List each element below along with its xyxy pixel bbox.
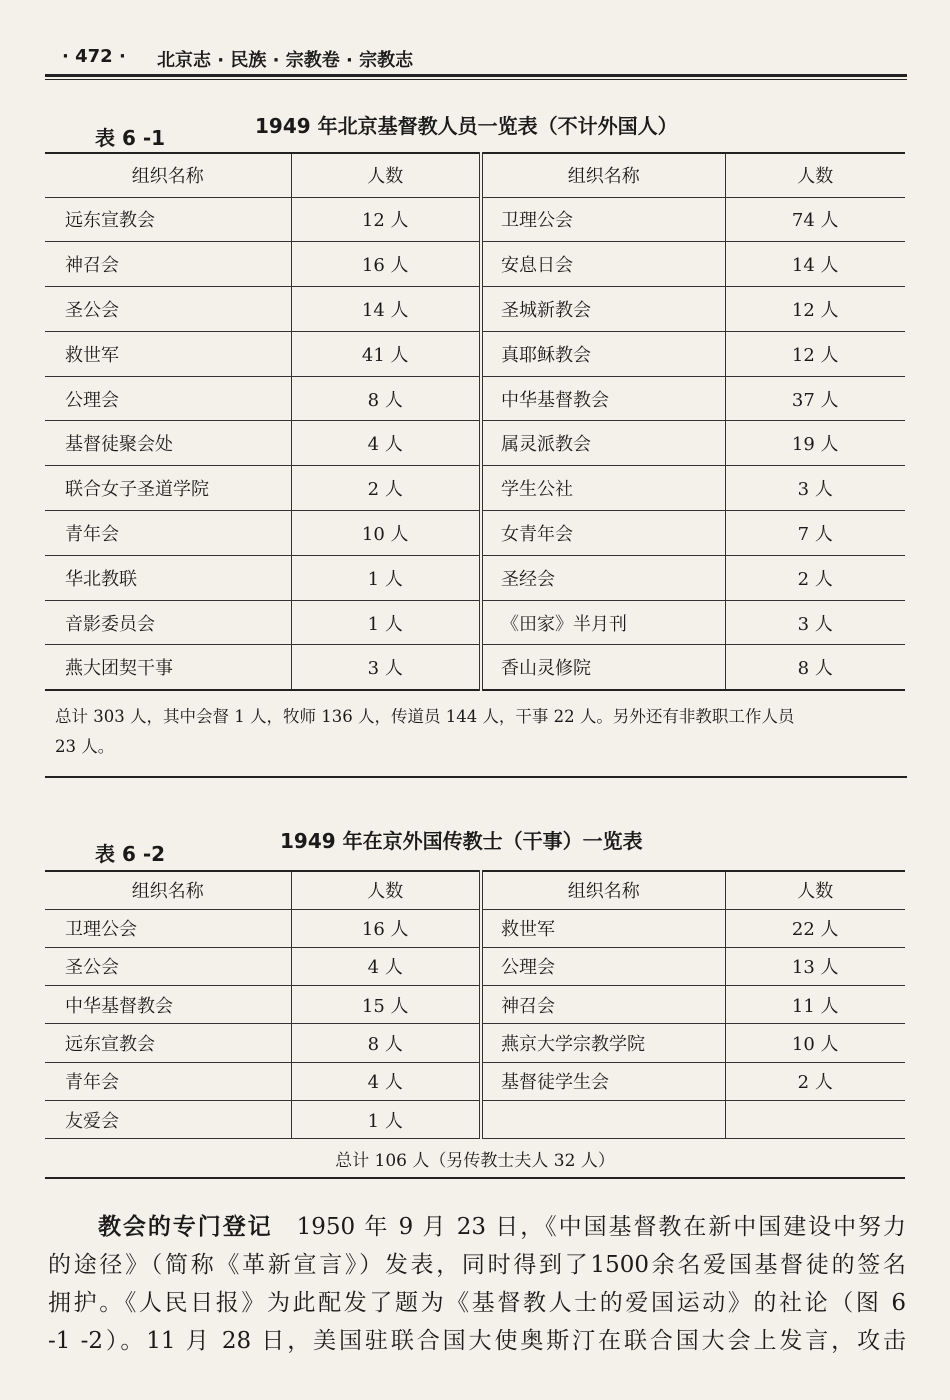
table1-header-cell: 组织名称	[45, 153, 291, 197]
count-cell: 4 人	[291, 947, 481, 985]
count-cell: 1 人	[291, 555, 481, 600]
table2-label: 表 6 -2	[95, 842, 166, 866]
table1-note	[55, 702, 900, 762]
table1-row	[45, 466, 905, 511]
table1-header-cell: 组织名称	[481, 153, 725, 197]
count-cell: 14 人	[725, 242, 905, 287]
count-cell: 22 人	[725, 909, 905, 947]
table1-header-cell: 人数	[291, 153, 481, 197]
paragraph-line: -1 -2）。11 月 28 日，美国驻联合国大使奥斯汀在联合国大会上发言，攻击	[48, 1328, 906, 1354]
table2-row	[45, 1062, 905, 1100]
paragraph-line	[48, 1208, 906, 1246]
org-name-cell: 中华基督教会	[45, 986, 291, 1024]
table2	[45, 870, 905, 1179]
count-cell: 7 人	[725, 511, 905, 556]
table1-row	[45, 287, 905, 332]
count-cell: 8 人	[725, 645, 905, 690]
count-cell: 12 人	[291, 197, 481, 242]
count-cell: 4 人	[291, 1062, 481, 1100]
count-cell: 41 人	[291, 331, 481, 376]
count-cell: 8 人	[291, 1024, 481, 1062]
table1-row	[45, 376, 905, 421]
table1-note-line: 23 人。	[55, 737, 115, 756]
org-name-cell: 基督徒聚会处	[45, 421, 291, 466]
table1-header-cell: 人数	[725, 153, 905, 197]
table1-row	[45, 331, 905, 376]
org-name-cell: 青年会	[45, 511, 291, 556]
org-name-cell: 青年会	[45, 1062, 291, 1100]
table2-row	[45, 1024, 905, 1062]
count-cell: 2 人	[725, 555, 905, 600]
org-name-cell: 远东宣教会	[45, 1024, 291, 1062]
page-number: · 472 ·	[62, 46, 126, 67]
org-name-cell: 圣经会	[481, 555, 725, 600]
count-cell: 13 人	[725, 947, 905, 985]
table1-row	[45, 197, 905, 242]
table1	[45, 152, 905, 691]
org-name-cell: 香山灵修院	[481, 645, 725, 690]
table2-row	[45, 1100, 905, 1138]
header-rule-thin	[45, 79, 907, 80]
org-name-cell: 卫理公会	[45, 909, 291, 947]
count-cell: 16 人	[291, 909, 481, 947]
count-cell: 74 人	[725, 197, 905, 242]
table1-row	[45, 421, 905, 466]
table2-title: 1949 年在京外国传教士（干事）一览表	[280, 829, 643, 853]
table1-header-row	[45, 153, 905, 197]
count-cell: 12 人	[725, 287, 905, 332]
count-cell: 12 人	[725, 331, 905, 376]
count-cell: 4 人	[291, 421, 481, 466]
org-name-cell: 圣公会	[45, 947, 291, 985]
page-header	[62, 42, 907, 72]
org-name-cell: 学生公社	[481, 466, 725, 511]
count-cell: 37 人	[725, 376, 905, 421]
org-name-cell: 远东宣教会	[45, 197, 291, 242]
org-name-cell	[481, 1100, 725, 1138]
table2-header-cell: 组织名称	[481, 871, 725, 909]
count-cell: 15 人	[291, 986, 481, 1024]
count-cell: 2 人	[291, 466, 481, 511]
table1-note-line: 总计 303 人，其中会督 1 人，牧师 136 人，传道员 144 人，干事 22 人。另外还有非教职工作人员	[55, 707, 795, 726]
table2-header-row	[45, 871, 905, 909]
table1-row	[45, 645, 905, 690]
org-name-cell: 救世军	[481, 909, 725, 947]
table2-row	[45, 986, 905, 1024]
table1-row	[45, 555, 905, 600]
org-name-cell: 女青年会	[481, 511, 725, 556]
org-name-cell: 音影委员会	[45, 600, 291, 645]
table2-total: 总计 106 人（另传教士夫人 32 人）	[45, 1139, 905, 1179]
count-cell	[725, 1100, 905, 1138]
table1-body	[45, 197, 905, 690]
count-cell: 2 人	[725, 1062, 905, 1100]
org-name-cell: 联合女子圣道学院	[45, 466, 291, 511]
org-name-cell: 卫理公会	[481, 197, 725, 242]
org-name-cell: 属灵派教会	[481, 421, 725, 466]
body-paragraph	[48, 1208, 906, 1360]
org-name-cell: 安息日会	[481, 242, 725, 287]
table2-header-cell: 人数	[725, 871, 905, 909]
count-cell: 8 人	[291, 376, 481, 421]
org-name-cell: 圣城新教会	[481, 287, 725, 332]
count-cell: 19 人	[725, 421, 905, 466]
table2-header-cell: 人数	[291, 871, 481, 909]
paragraph-heading: 教会的专门登记	[96, 1214, 273, 1240]
org-name-cell: 基督徒学生会	[481, 1062, 725, 1100]
table1-row	[45, 511, 905, 556]
org-name-cell: 中华基督教会	[481, 376, 725, 421]
paragraph-line-text: 1950 年 9 月 23 日，《中国基督教在新中国建设中努力	[296, 1214, 907, 1240]
count-cell: 14 人	[291, 287, 481, 332]
org-name-cell: 华北教联	[45, 555, 291, 600]
org-name-cell: 燕京大学宗教学院	[481, 1024, 725, 1062]
org-name-cell: 圣公会	[45, 287, 291, 332]
paragraph-line: 拥护。《人民日报》为此配发了题为《基督教人士的爱国运动》的社论（图 6	[48, 1290, 906, 1316]
count-cell: 3 人	[725, 466, 905, 511]
org-name-cell: 真耶稣教会	[481, 331, 725, 376]
org-name-cell: 公理会	[481, 947, 725, 985]
table1-row	[45, 242, 905, 287]
table2-body	[45, 909, 905, 1139]
paragraph-line: 的途径》（简称《革新宣言》）发表，同时得到了1500余名爱国基督徒的签名	[48, 1252, 906, 1278]
org-name-cell: 燕大团契干事	[45, 645, 291, 690]
table1-row	[45, 600, 905, 645]
count-cell: 1 人	[291, 600, 481, 645]
count-cell: 16 人	[291, 242, 481, 287]
org-name-cell: 《田家》半月刊	[481, 600, 725, 645]
count-cell: 3 人	[725, 600, 905, 645]
count-cell: 3 人	[291, 645, 481, 690]
org-name-cell: 神召会	[45, 242, 291, 287]
org-name-cell: 救世军	[45, 331, 291, 376]
count-cell: 10 人	[291, 511, 481, 556]
running-title: 北京志 · 民族 · 宗教卷 · 宗教志	[157, 50, 414, 71]
table2-row	[45, 947, 905, 985]
table2-header-cell: 组织名称	[45, 871, 291, 909]
table1-label: 表 6 -1	[95, 126, 166, 150]
org-name-cell: 友爱会	[45, 1100, 291, 1138]
org-name-cell: 公理会	[45, 376, 291, 421]
count-cell: 11 人	[725, 986, 905, 1024]
table2-total-row	[45, 1139, 905, 1179]
table2-row	[45, 909, 905, 947]
table1-title: 1949 年北京基督教人员一览表（不计外国人）	[255, 114, 678, 138]
count-cell: 10 人	[725, 1024, 905, 1062]
table1-bottom-rule	[45, 776, 907, 778]
org-name-cell: 神召会	[481, 986, 725, 1024]
count-cell: 1 人	[291, 1100, 481, 1138]
header-rule-thick	[45, 74, 907, 77]
